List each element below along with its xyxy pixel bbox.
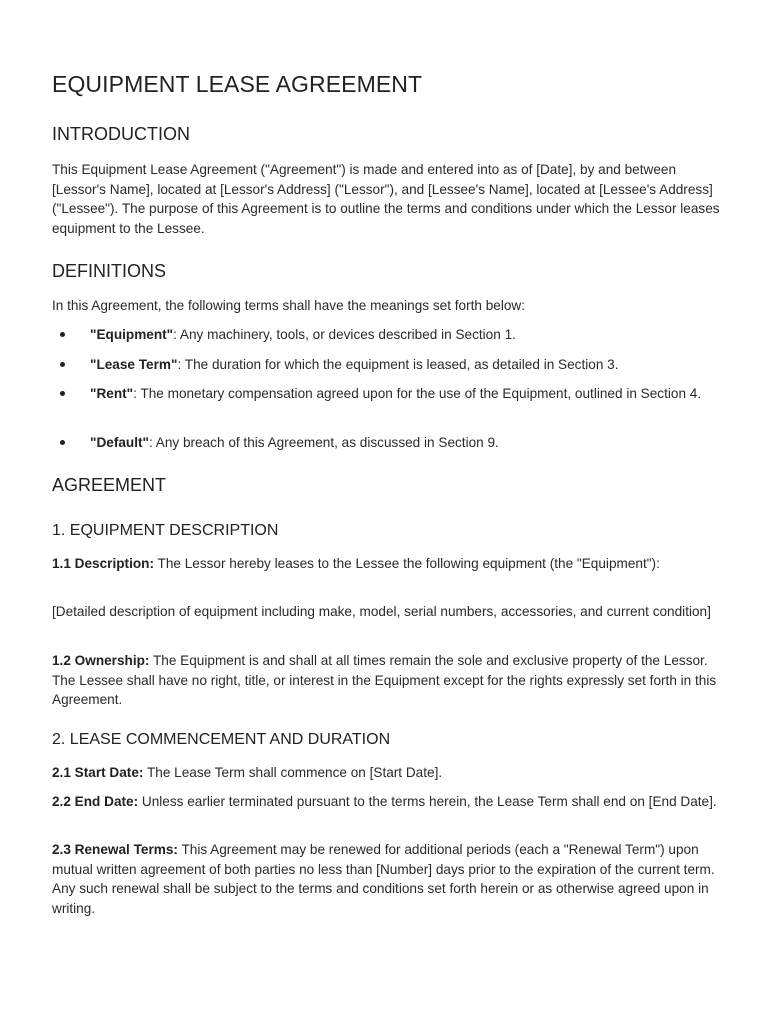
section-1-1-text: The Lessor hereby leases to the Lessee the following equipment (the "Equipment"): <box>153 556 660 571</box>
section-2-3-paragraph <box>52 840 720 919</box>
section-2-2-paragraph <box>52 792 720 812</box>
section-1-1-paragraph <box>52 554 720 574</box>
bullet-icon <box>60 362 65 367</box>
definition-text <box>90 433 720 453</box>
bullet-icon <box>60 391 65 396</box>
section-2-3-text: This Agreement may be renewed for additional periods (each a "Renewal Term") upon mutual written agreement of both parties no less than [Number] days prior to the expiration of the current term. Any such renewal shall be subject to the terms and conditions set forth herein or as otherwise agreed upon in writing. <box>52 842 715 917</box>
definition-description: : The duration for which the equipment is leased, as detailed in Section 3. <box>177 357 619 372</box>
definitions-intro: In this Agreement, the following terms shall have the meanings set forth below: <box>52 298 526 313</box>
section-2-1-label: 2.1 Start Date: <box>52 765 144 780</box>
equipment-description-placeholder: [Detailed description of equipment including make, model, serial numbers, accessories, and current condition] <box>52 604 711 619</box>
section-1-2-paragraph <box>52 651 720 710</box>
section-2-1-text: The Lease Term shall commence on [Start Date]. <box>143 765 443 780</box>
section-1-heading: 1. EQUIPMENT DESCRIPTION <box>52 522 279 539</box>
definition-description: : The monetary compensation agreed upon for the use of the Equipment, outlined in Section 4. <box>133 386 702 401</box>
section-2-2-label: 2.2 End Date: <box>52 794 139 809</box>
definition-text <box>90 384 720 404</box>
section-2-2-text: Unless earlier terminated pursuant to the terms herein, the Lease Term shall end on [End Date]. <box>138 794 717 809</box>
section-2-3-label: 2.3 Renewal Terms: <box>52 842 178 857</box>
definition-term: "Rent" <box>90 386 134 401</box>
definition-text <box>90 355 720 375</box>
section-2-1-paragraph <box>52 763 720 783</box>
definition-term: "Default" <box>90 435 149 450</box>
definition-description: : Any breach of this Agreement, as discussed in Section 9. <box>148 435 499 450</box>
agreement-heading: AGREEMENT <box>52 475 167 495</box>
section-1-2-text: The Equipment is and shall at all times remain the sole and exclusive property of the Lessor. The Lessee shall have no right, title, or interest in the Equipment except for the rights expressly set forth in this Agreement. <box>52 653 717 708</box>
section-2-heading: 2. LEASE COMMENCEMENT AND DURATION <box>52 731 391 748</box>
document-title: EQUIPMENT LEASE AGREEMENT <box>52 71 423 97</box>
introduction-heading: INTRODUCTION <box>52 124 190 144</box>
definition-term: "Equipment" <box>90 327 174 342</box>
section-1-1-label: 1.1 Description: <box>52 556 154 571</box>
definition-description: : Any machinery, tools, or devices described in Section 1. <box>173 327 516 342</box>
definitions-heading: DEFINITIONS <box>52 261 167 281</box>
definition-term: "Lease Term" <box>90 357 178 372</box>
introduction-paragraph: This Equipment Lease Agreement ("Agreement") is made and entered into as of [Date], by and between [Lessor's Name], located at [Lessor's Address] ("Lessor"), and [Lessee's Name], located at [Lessee's Address] ("Lessee"). The purpose of this Agreement is to outline the terms and conditions under which the Lessor leases equipment to the Lessee. <box>52 162 720 237</box>
section-1-2-label: 1.2 Ownership: <box>52 653 150 668</box>
definition-text <box>90 325 720 345</box>
bullet-icon <box>60 440 65 445</box>
bullet-icon <box>60 332 65 337</box>
